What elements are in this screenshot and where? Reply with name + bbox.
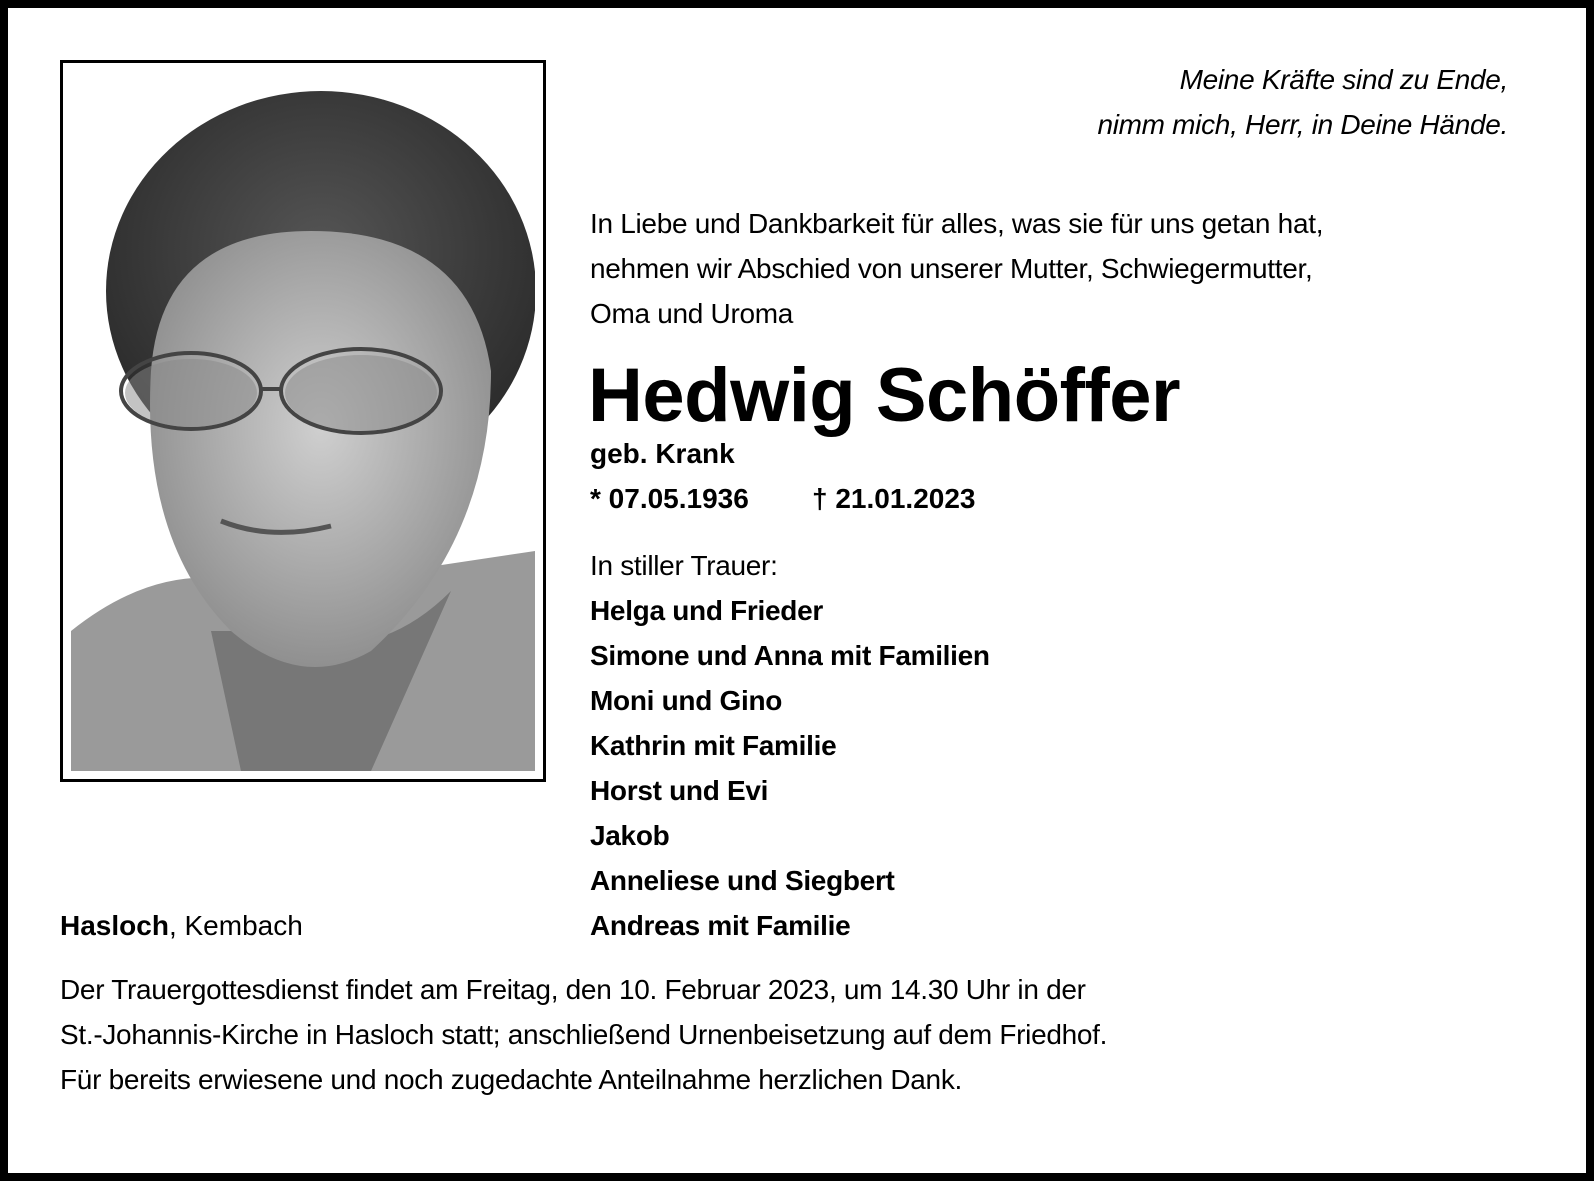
death-date: † 21.01.2023 [812,483,976,514]
place-rest: , Kembach [168,910,303,941]
obituary-notice [8,8,1586,1173]
intro-line-3: Oma und Uroma [590,298,794,329]
intro-line-2: nehmen wir Abschied von unserer Mutter, Schwiegermutter, [590,253,1313,284]
mourner: Jakob [590,820,670,851]
footer-line-3: Für bereits erwiesene und noch zugedachte Anteilnahme herzlichen Dank. [60,1064,963,1095]
mourner: Anneliese und Siegbert [590,865,895,896]
place-line [60,910,303,942]
footer-line-2: St.-Johannis-Kirche in Hasloch statt; anschließend Urnenbeisetzung auf dem Friedhof. [60,1019,1108,1050]
mourner: Kathrin mit Familie [590,730,837,761]
portrait-image [71,71,535,771]
mourner: Helga und Frieder [590,595,823,626]
portrait-photo [60,60,546,782]
verse-line-1: Meine Kräfte sind zu Ende, [1179,64,1508,95]
mourner: Moni und Gino [590,685,783,716]
maiden-name: geb. Krank [590,438,735,469]
mourners-label: In stiller Trauer: [590,550,778,581]
mourner: Andreas mit Familie [590,910,851,941]
verse-line-2: nimm mich, Herr, in Deine Hände. [1097,109,1508,140]
deceased-name: Hedwig Schöffer [588,353,1181,438]
birth-date: * 07.05.1936 [590,483,749,514]
mourner: Horst und Evi [590,775,769,806]
mourner: Simone und Anna mit Familien [590,640,990,671]
footer-line-1: Der Trauergottesdienst findet am Freitag, den 10. Februar 2023, um 14.30 Uhr in der [60,974,1086,1005]
intro-line-1: In Liebe und Dankbarkeit für alles, was sie für uns getan hat, [590,208,1324,239]
place-main: Hasloch [60,910,169,941]
